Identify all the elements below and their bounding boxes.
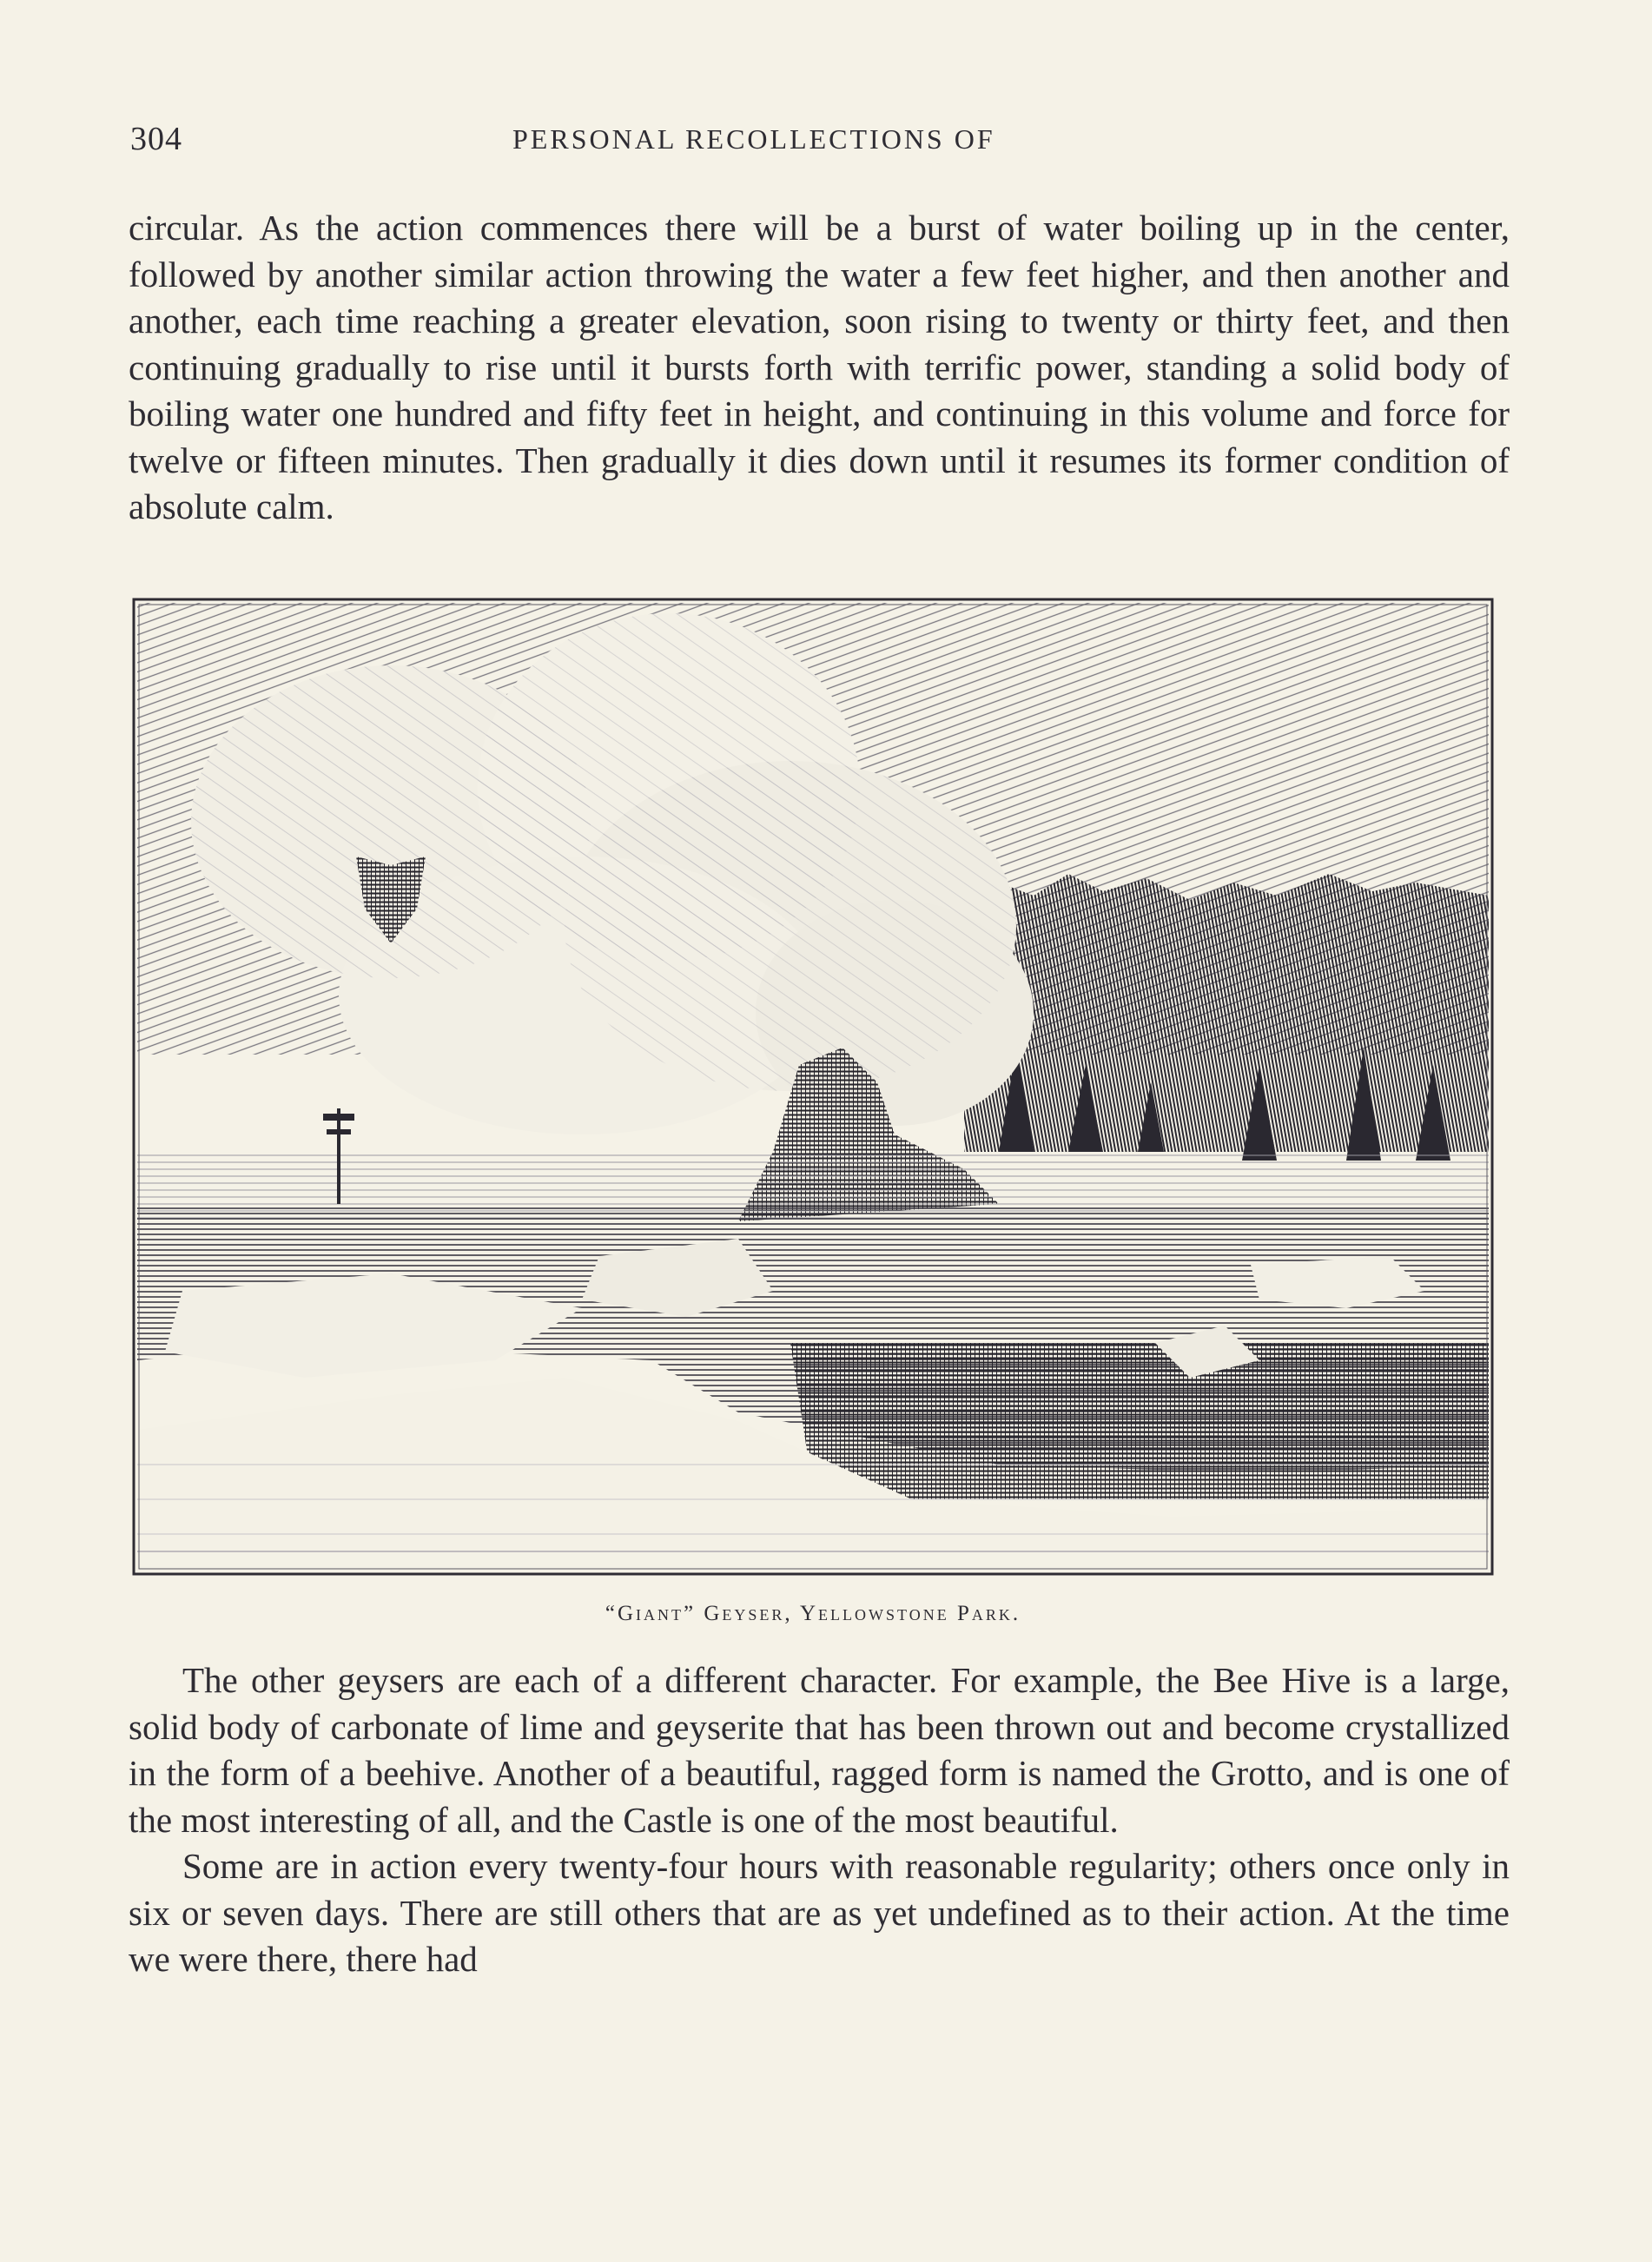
figure-caption: “Giant” Geyser, Yellowstone Park. — [605, 1602, 1021, 1625]
page-number: 304 — [130, 121, 182, 157]
body-text-bottom — [129, 1657, 1510, 1983]
geyser-engraving — [130, 596, 1496, 1577]
body-text-top — [129, 205, 1510, 531]
page-header — [130, 120, 1511, 172]
paragraph-continued: circular. As the action commences there will be a burst of water boiling up in the center, followed by another similar action throwing the water a few feet higher, and then another and another, each time reaching a greater elevation, soon rising to twenty or thirty feet, and then continuing gradually to rise until it bursts forth with terrific power, standing a solid body of boiling water one hundred and fifty feet in height, and continuing in this volume and force for twelve or fifteen minutes. Then gradually it dies down until it resumes its former condition of absolute calm. — [129, 208, 1510, 526]
running-head: PERSONAL RECOLLECTIONS OF — [512, 123, 995, 155]
paragraph-geysers: The other geysers are each of a different character. For example, the Bee Hive is a large, solid body of carbonate of lime and geyserite that has been thrown out and become crystallized in the form of a beehive. Another of a beautiful, ragged form is named the Grotto, and is one of the most interesting of all, and the Castle is one of the most beautiful. — [129, 1660, 1510, 1840]
paragraph-action: Some are in action every twenty-four hours with reasonable regularity; others once only in six or seven days. There are still others that are as yet undefined as to their action. At the time we were there, there had — [129, 1846, 1510, 1979]
